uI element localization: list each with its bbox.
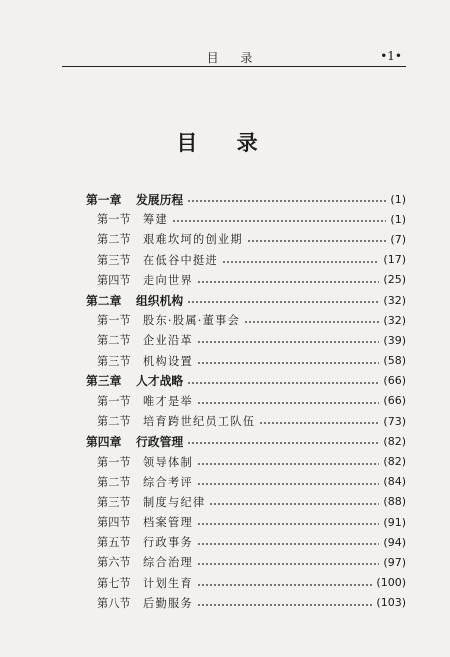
toc-entry-page-number: (91) bbox=[383, 515, 406, 529]
toc-entry-title: 行政事务 bbox=[143, 536, 193, 550]
toc-entry-number: 第二节 bbox=[97, 415, 131, 429]
toc-entry-page-number: (97) bbox=[383, 555, 406, 569]
toc-entry-number: 第二章 bbox=[86, 293, 122, 308]
toc-section-entry bbox=[86, 552, 406, 572]
toc-entry-page-number: (32) bbox=[383, 293, 406, 307]
toc-entry-page-number: (100) bbox=[376, 576, 406, 590]
dot-leader bbox=[197, 362, 379, 364]
toc-entry-page-number: (25) bbox=[383, 273, 406, 287]
toc-section-entry bbox=[86, 593, 406, 613]
dot-leader bbox=[197, 341, 379, 343]
toc-entry-page-number: (17) bbox=[383, 253, 406, 267]
toc-entry-title: 行政管理 bbox=[136, 434, 184, 449]
dot-leader bbox=[259, 422, 379, 424]
toc-section-entry bbox=[86, 391, 406, 411]
toc-chapter-entry bbox=[86, 431, 406, 451]
toc-entry-title: 走向世界 bbox=[143, 273, 193, 287]
page-title: 目 录 bbox=[176, 131, 274, 155]
dot-leader bbox=[187, 200, 386, 202]
dot-leader bbox=[209, 503, 379, 505]
toc-section-entry bbox=[86, 351, 406, 371]
toc-entry-title: 股东·股属·董事会 bbox=[143, 314, 241, 328]
toc-entry-title: 人才战略 bbox=[136, 374, 184, 389]
dot-leader bbox=[187, 442, 379, 444]
toc-entry-number: 第八节 bbox=[97, 596, 131, 610]
toc-entry-page-number: (39) bbox=[383, 333, 406, 347]
toc-entry-number: 第三节 bbox=[97, 253, 131, 267]
toc-entry-number: 第三节 bbox=[97, 495, 131, 509]
toc-entry-page-number: (66) bbox=[383, 394, 406, 408]
toc-entry-title: 发展历程 bbox=[136, 192, 184, 207]
toc-entry-number: 第四章 bbox=[86, 434, 122, 449]
running-header bbox=[62, 48, 406, 67]
toc-section-entry bbox=[86, 330, 406, 350]
toc-entry-page-number: (84) bbox=[383, 475, 406, 489]
toc-entry-number: 第一章 bbox=[86, 192, 122, 207]
toc-entry-number: 第四节 bbox=[97, 273, 131, 287]
toc-section-entry bbox=[86, 411, 406, 431]
toc-chapter-entry bbox=[86, 189, 406, 209]
toc-entry-page-number: (1) bbox=[390, 192, 406, 206]
dot-leader bbox=[197, 584, 372, 586]
toc-entry-number: 第一节 bbox=[97, 213, 131, 227]
running-header-page-number: •1• bbox=[380, 49, 402, 63]
toc-entry-title: 筹建 bbox=[143, 213, 168, 227]
toc-section-entry bbox=[86, 209, 406, 229]
toc-entry-title: 唯才是举 bbox=[143, 394, 193, 408]
toc-entry-page-number: (73) bbox=[383, 414, 406, 428]
dot-leader bbox=[197, 563, 379, 565]
toc-section-entry bbox=[86, 573, 406, 593]
toc-entry-title: 综合治理 bbox=[143, 556, 193, 570]
toc-entry-number: 第五节 bbox=[97, 536, 131, 550]
toc-section-entry bbox=[86, 532, 406, 552]
toc-entry-page-number: (82) bbox=[383, 434, 406, 448]
toc-section-entry bbox=[86, 229, 406, 249]
dot-leader bbox=[187, 382, 379, 384]
toc-chapter-entry bbox=[86, 290, 406, 310]
dot-leader bbox=[197, 402, 379, 404]
table-of-contents bbox=[86, 189, 406, 613]
toc-entry-number: 第一节 bbox=[97, 314, 131, 328]
toc-entry-number: 第二节 bbox=[97, 334, 131, 348]
toc-section-entry bbox=[86, 472, 406, 492]
toc-entry-number: 第一节 bbox=[97, 394, 131, 408]
dot-leader bbox=[187, 301, 379, 303]
toc-entry-page-number: (58) bbox=[383, 354, 406, 368]
toc-entry-title: 培育跨世纪员工队伍 bbox=[143, 415, 256, 429]
toc-entry-title: 艰难坎坷的创业期 bbox=[143, 233, 243, 247]
toc-entry-title: 制度与纪律 bbox=[143, 495, 206, 509]
toc-entry-number: 第三章 bbox=[86, 374, 122, 389]
toc-entry-page-number: (94) bbox=[383, 535, 406, 549]
toc-entry-page-number: (7) bbox=[390, 232, 406, 246]
dot-leader bbox=[197, 543, 379, 545]
toc-entry-number: 第一节 bbox=[97, 455, 131, 469]
toc-entry-page-number: (88) bbox=[383, 495, 406, 509]
dot-leader bbox=[197, 463, 379, 465]
toc-entry-number: 第四节 bbox=[97, 516, 131, 530]
dot-leader bbox=[172, 220, 386, 222]
toc-entry-page-number: (82) bbox=[383, 455, 406, 469]
toc-entry-page-number: (32) bbox=[383, 313, 406, 327]
toc-entry-number: 第二节 bbox=[97, 475, 131, 489]
dot-leader bbox=[244, 321, 379, 323]
toc-entry-title: 综合考评 bbox=[143, 475, 193, 489]
toc-entry-page-number: (103) bbox=[376, 596, 406, 610]
toc-entry-title: 机构设置 bbox=[143, 354, 193, 368]
toc-entry-title: 领导体制 bbox=[143, 455, 193, 469]
toc-section-entry bbox=[86, 492, 406, 512]
toc-entry-number: 第三节 bbox=[97, 354, 131, 368]
running-header-title: 目 录 bbox=[206, 51, 262, 65]
toc-entry-title: 档案管理 bbox=[143, 516, 193, 530]
toc-entry-title: 组织机构 bbox=[136, 293, 184, 308]
dot-leader bbox=[197, 604, 372, 606]
toc-entry-number: 第六节 bbox=[97, 556, 131, 570]
toc-entry-number: 第二节 bbox=[97, 233, 131, 247]
toc-entry-page-number: (66) bbox=[383, 374, 406, 388]
toc-section-entry bbox=[86, 310, 406, 330]
dot-leader bbox=[222, 261, 379, 263]
dot-leader bbox=[247, 240, 387, 242]
toc-section-entry bbox=[86, 270, 406, 290]
toc-entry-title: 后勤服务 bbox=[143, 596, 193, 610]
toc-entry-title: 在低谷中挺进 bbox=[143, 253, 218, 267]
dot-leader bbox=[197, 483, 379, 485]
toc-section-entry bbox=[86, 451, 406, 471]
toc-entry-title: 企业沿革 bbox=[143, 334, 193, 348]
toc-section-entry bbox=[86, 250, 406, 270]
dot-leader bbox=[197, 281, 379, 283]
toc-entry-title: 计划生育 bbox=[143, 576, 193, 590]
dot-leader bbox=[197, 523, 379, 525]
toc-entry-number: 第七节 bbox=[97, 576, 131, 590]
toc-chapter-entry bbox=[86, 371, 406, 391]
toc-section-entry bbox=[86, 512, 406, 532]
toc-entry-page-number: (1) bbox=[390, 212, 406, 226]
